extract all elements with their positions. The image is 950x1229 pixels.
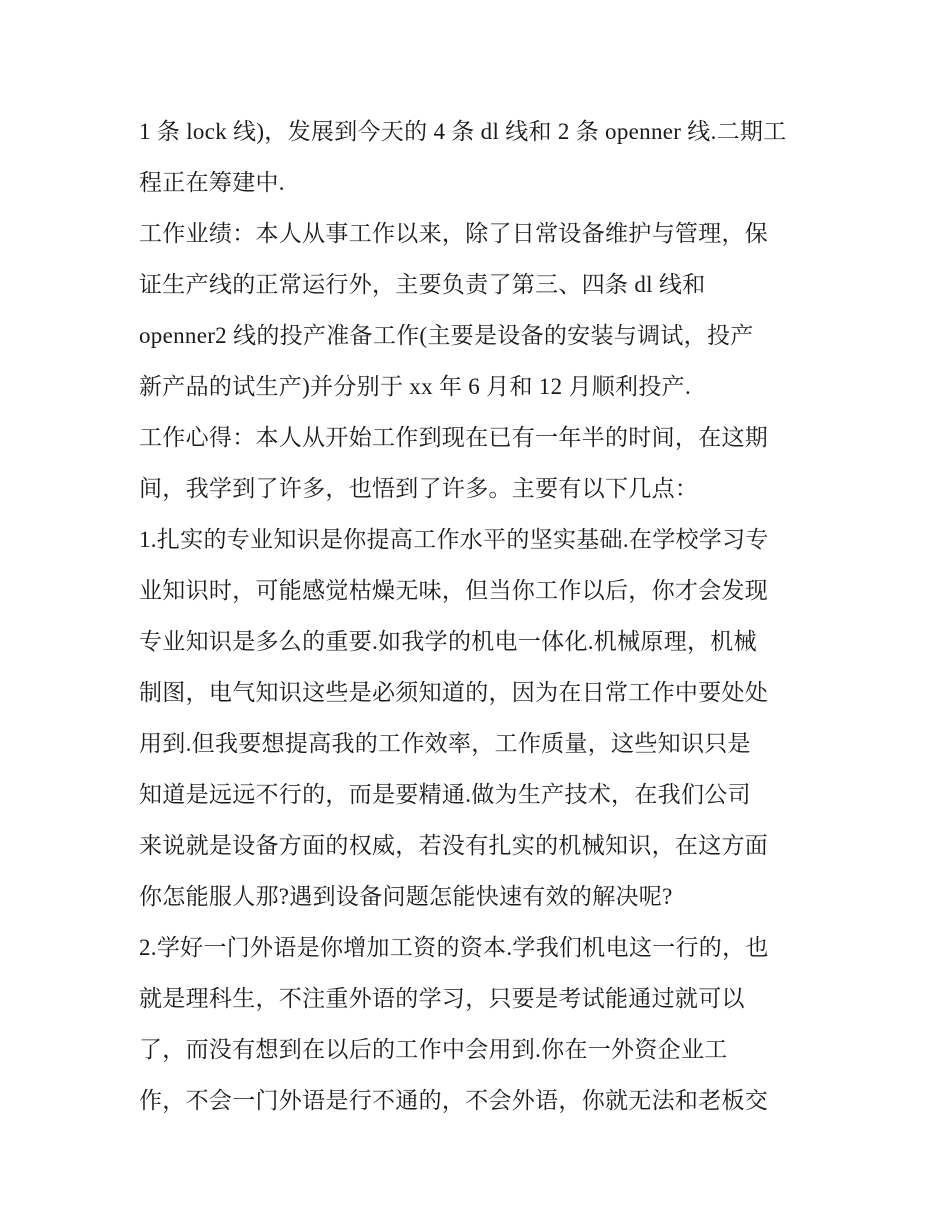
- text-line: 新产品的试生产)并分别于 xx 年 6 月和 12 月顺利投产.: [139, 374, 692, 399]
- text-line: 1.扎实的专业知识是你提高工作水平的坚实基础.在学校学习专: [139, 527, 769, 552]
- text-line: 证生产线的正常运行外，主要负责了第三、四条 dl 线和: [139, 272, 706, 297]
- text-line: 你怎能服人那?遇到设备问题怎能快速有效的解决呢?: [139, 884, 673, 909]
- text-line: 程正在筹建中.: [139, 170, 285, 195]
- text-line: 间，我学到了许多，也悟到了许多。主要有以下几点：: [139, 476, 699, 501]
- text-line: 专业知识是多么的重要.如我学的机电一体化.机械原理，机械: [139, 629, 757, 654]
- body-text: [139, 106, 819, 1126]
- text-line: 来说就是设备方面的权威，若没有扎实的机械知识，在这方面: [139, 833, 769, 858]
- text-line: openner2 线的投产准备工作(主要是设备的安装与调试，投产: [139, 323, 754, 348]
- text-line: 了，而没有想到在以后的工作中会用到.你在一外资企业工: [139, 1037, 728, 1062]
- text-line: 2.学好一门外语是你增加工资的资本.学我们机电这一行的，也: [139, 935, 769, 960]
- text-line: 就是理科生，不注重外语的学习，只要是考试能通过就可以: [139, 986, 745, 1011]
- text-line: 工作心得：本人从开始工作到现在已有一年半的时间，在这期: [139, 425, 769, 450]
- text-line: 工作业绩：本人从事工作以来，除了日常设备维护与管理，保: [139, 221, 769, 246]
- text-line: 用到.但我要想提高我的工作效率，工作质量，这些知识只是: [139, 731, 751, 756]
- text-line: 作，不会一门外语是行不通的，不会外语，你就无法和老板交: [139, 1088, 769, 1113]
- text-line: 业知识时，可能感觉枯燥无味，但当你工作以后，你才会发现: [139, 578, 769, 603]
- text-line: 知道是远远不行的，而是要精通.做为生产技术，在我们公司: [139, 782, 751, 807]
- text-line: 1 条 lock 线)，发展到今天的 4 条 dl 线和 2 条 openner 线.二期工: [139, 119, 787, 144]
- text-line: 制图，电气知识这些是必须知道的，因为在日常工作中要处处: [139, 680, 769, 705]
